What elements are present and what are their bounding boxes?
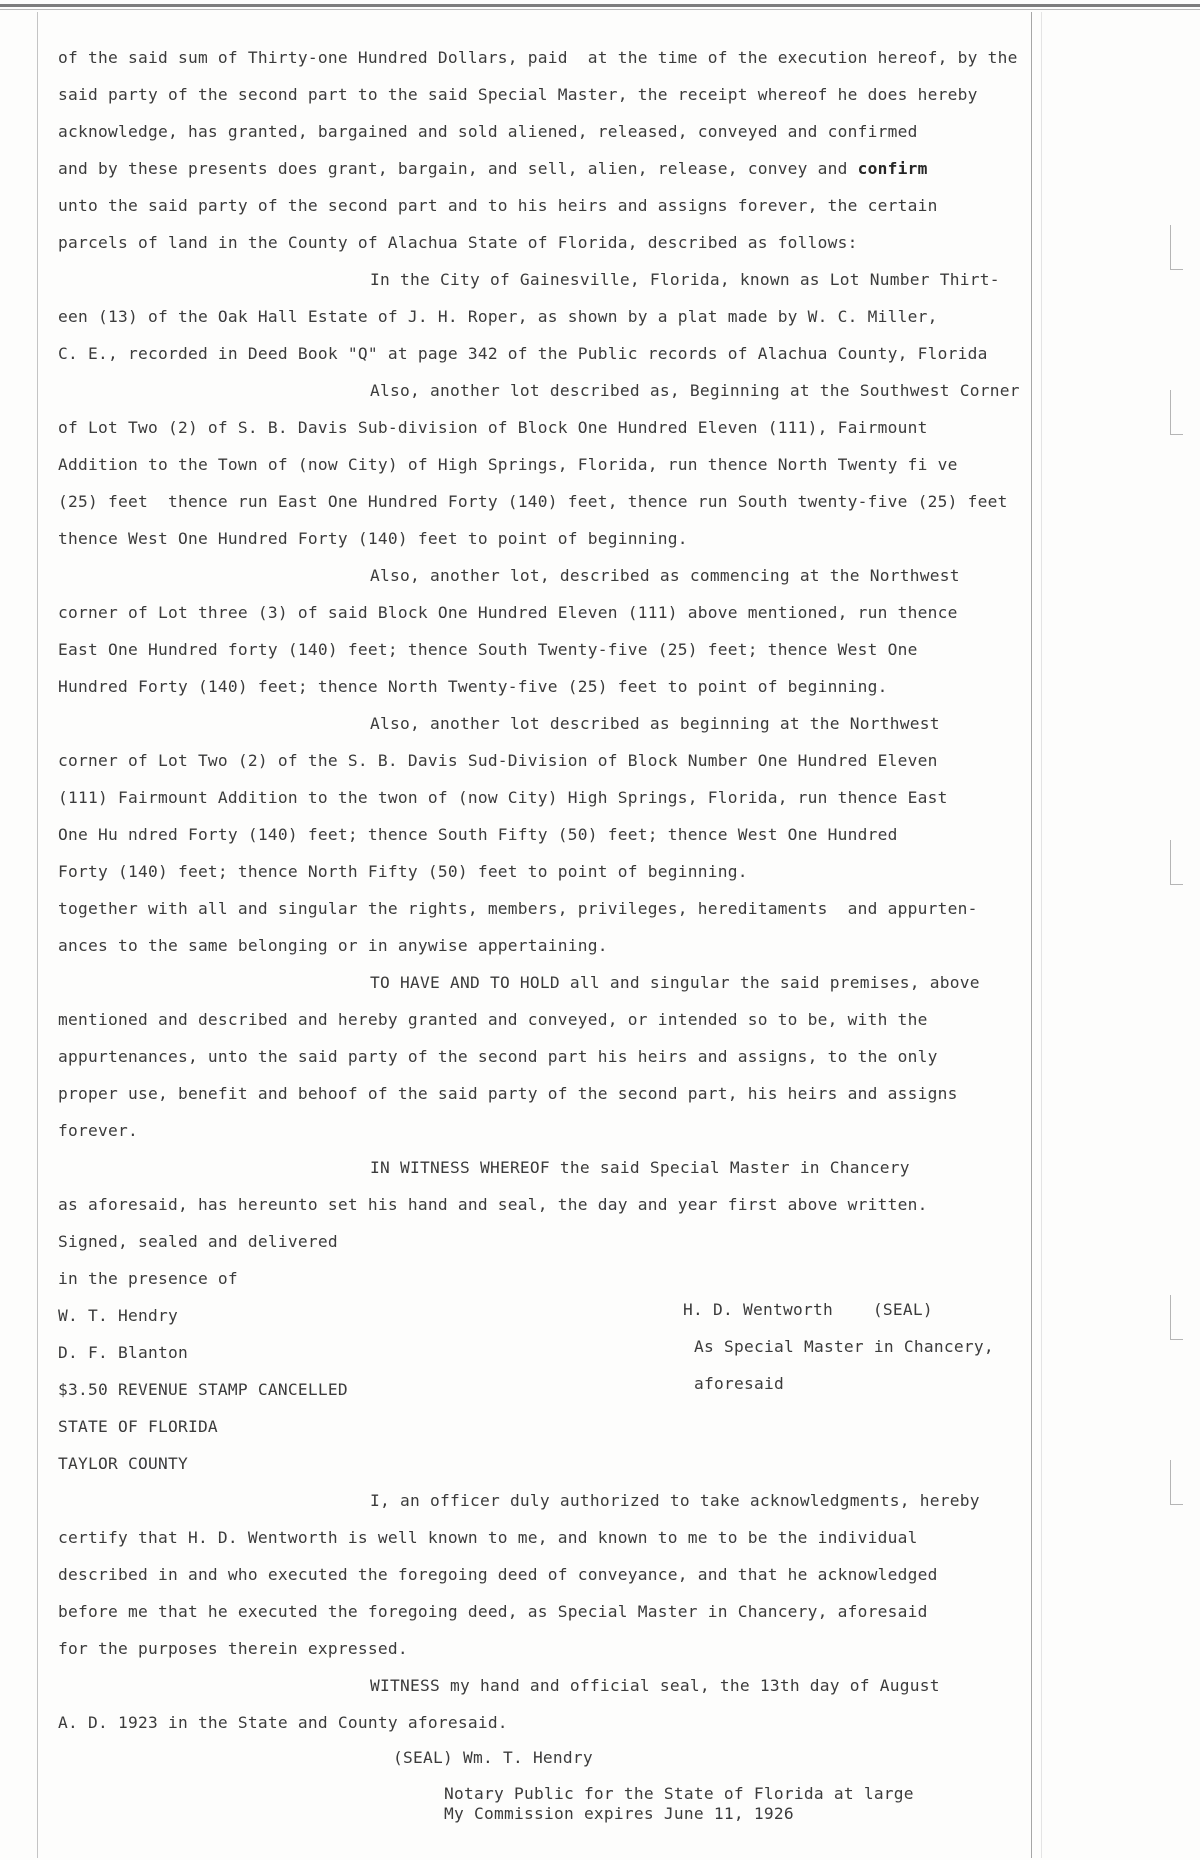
- grantor-capacity: As Special Master in Chancery,: [694, 1337, 994, 1356]
- parcel-text-line: Hundred Forty (140) feet; thence North Twenty-five (25) feet to point of beginning.: [58, 677, 888, 696]
- grantor-capacity: aforesaid: [694, 1374, 784, 1393]
- parcel-text-line: een (13) of the Oak Hall Estate of J. H. Roper, as shown by a plat made by W. C. Miller,: [58, 307, 938, 326]
- habendum-line: forever.: [58, 1121, 138, 1140]
- habendum-line: proper use, benefit and behoof of the said party of the second part, his heirs and assigns: [58, 1084, 958, 1103]
- acknowledgment-line: before me that he executed the foregoing deed, as Special Master in Chancery, aforesaid: [58, 1602, 928, 1621]
- habendum-line: appurtenances, unto the said party of the second part his heirs and assigns, to the only: [58, 1047, 938, 1066]
- top-edge-rule: [0, 4, 1200, 7]
- right-margin-rule-faint: [1041, 12, 1042, 1858]
- witness-name: W. T. Hendry: [58, 1306, 178, 1325]
- notary-commission: My Commission expires June 11, 1926: [444, 1804, 794, 1823]
- acknowledgment-witness-line: A. D. 1923 in the State and County aforesaid.: [58, 1713, 508, 1732]
- grantor-signature: H. D. Wentworth (SEAL): [683, 1300, 933, 1319]
- parcel-text-line: together with all and singular the rights, members, privileges, hereditaments and appurten-: [58, 899, 978, 918]
- witness-name: D. F. Blanton: [58, 1343, 188, 1362]
- acknowledgment-witness-line: WITNESS my hand and official seal, the 13th day of August: [370, 1676, 940, 1695]
- acknowledgment-line: described in and who executed the foregoing deed of conveyance, and that he acknowledged: [58, 1565, 938, 1584]
- parcel-text-line: Also, another lot described as beginning at the Northwest: [370, 714, 940, 733]
- margin-edge-mark: [1170, 225, 1183, 270]
- deed-text-line: [58, 159, 928, 179]
- deed-text-line: parcels of land in the County of Alachua State of Florida, described as follows:: [58, 233, 858, 252]
- margin-edge-mark: [1170, 390, 1183, 435]
- acknowledgment-line: I, an officer duly authorized to take acknowledgments, hereby: [370, 1491, 980, 1510]
- attestation-line: in the presence of: [58, 1269, 238, 1288]
- deed-text-line: said party of the second part to the said Special Master, the receipt whereof he does hereby: [58, 85, 978, 104]
- revenue-stamp-note: $3.50 REVENUE STAMP CANCELLED: [58, 1380, 348, 1399]
- left-margin-rule: [37, 12, 38, 1858]
- top-edge-rule-thin: [0, 9, 1200, 10]
- venue-state: STATE OF FLORIDA: [58, 1417, 218, 1436]
- acknowledgment-line: for the purposes therein expressed.: [58, 1639, 408, 1658]
- deed-text-line: acknowledge, has granted, bargained and sold aliened, released, conveyed and confirmed: [58, 122, 918, 141]
- habendum-line: TO HAVE AND TO HOLD all and singular the said premises, above: [370, 973, 980, 992]
- parcel-text-line: of Lot Two (2) of S. B. Davis Sub-division of Block One Hundred Eleven (111), Fairmount: [58, 418, 928, 437]
- attestation-line: Signed, sealed and delivered: [58, 1232, 338, 1251]
- parcel-text-line: ances to the same belonging or in anywise appertaining.: [58, 936, 608, 955]
- witness-clause-line: as aforesaid, has hereunto set his hand and seal, the day and year first above written.: [58, 1195, 928, 1214]
- acknowledgment-line: certify that H. D. Wentworth is well known to me, and known to me to be the individual: [58, 1528, 918, 1547]
- deed-text-bold-word: confirm: [857, 159, 928, 178]
- notary-title: Notary Public for the State of Florida at large: [444, 1784, 914, 1803]
- parcel-text-line: Addition to the Town of (now City) of High Springs, Florida, run thence North Twenty fi ve: [58, 455, 958, 474]
- margin-edge-mark: [1170, 1460, 1183, 1505]
- margin-edge-mark: [1170, 840, 1183, 885]
- margin-edge-mark: [1170, 1295, 1183, 1340]
- parcel-text-line: corner of Lot Two (2) of the S. B. Davis Sud-Division of Block Number One Hundred Eleven: [58, 751, 938, 770]
- parcel-text-line: Also, another lot, described as commencing at the Northwest: [370, 566, 960, 585]
- parcel-text-line: East One Hundred forty (140) feet; thence South Twenty-five (25) feet; thence West One: [58, 640, 918, 659]
- parcel-text-line: (111) Fairmount Addition to the twon of (now City) High Springs, Florida, run thence East: [58, 788, 948, 807]
- witness-clause-line: IN WITNESS WHEREOF the said Special Master in Chancery: [370, 1158, 910, 1177]
- parcel-text-line: C. E., recorded in Deed Book "Q" at page 342 of the Public records of Alachua County, Florida: [58, 344, 988, 363]
- deed-text-segment: and by these presents does grant, bargain, and sell, alien, release, convey and: [58, 159, 858, 178]
- parcel-text-line: In the City of Gainesville, Florida, known as Lot Number Thirt-: [370, 270, 1000, 289]
- venue-county: TAYLOR COUNTY: [58, 1454, 188, 1473]
- parcel-text-line: (25) feet thence run East One Hundred Forty (140) feet, thence run South twenty-five (25) feet: [58, 492, 1008, 511]
- right-margin-rule: [1031, 12, 1032, 1858]
- parcel-text-line: Forty (140) feet; thence North Fifty (50) feet to point of beginning.: [58, 862, 748, 881]
- deed-text-line: of the said sum of Thirty-one Hundred Dollars, paid at the time of the execution hereof, by the: [58, 48, 1018, 67]
- parcel-text-line: One Hu ndred Forty (140) feet; thence South Fifty (50) feet; thence West One Hundred: [58, 825, 898, 844]
- notary-signature: (SEAL) Wm. T. Hendry: [393, 1748, 593, 1767]
- habendum-line: mentioned and described and hereby granted and conveyed, or intended so to be, with the: [58, 1010, 928, 1029]
- deed-text-line: unto the said party of the second part and to his heirs and assigns forever, the certain: [58, 196, 938, 215]
- parcel-text-line: Also, another lot described as, Beginning at the Southwest Corner: [370, 381, 1020, 400]
- parcel-text-line: thence West One Hundred Forty (140) feet to point of beginning.: [58, 529, 688, 548]
- parcel-text-line: corner of Lot three (3) of said Block One Hundred Eleven (111) above mentioned, run thence: [58, 603, 958, 622]
